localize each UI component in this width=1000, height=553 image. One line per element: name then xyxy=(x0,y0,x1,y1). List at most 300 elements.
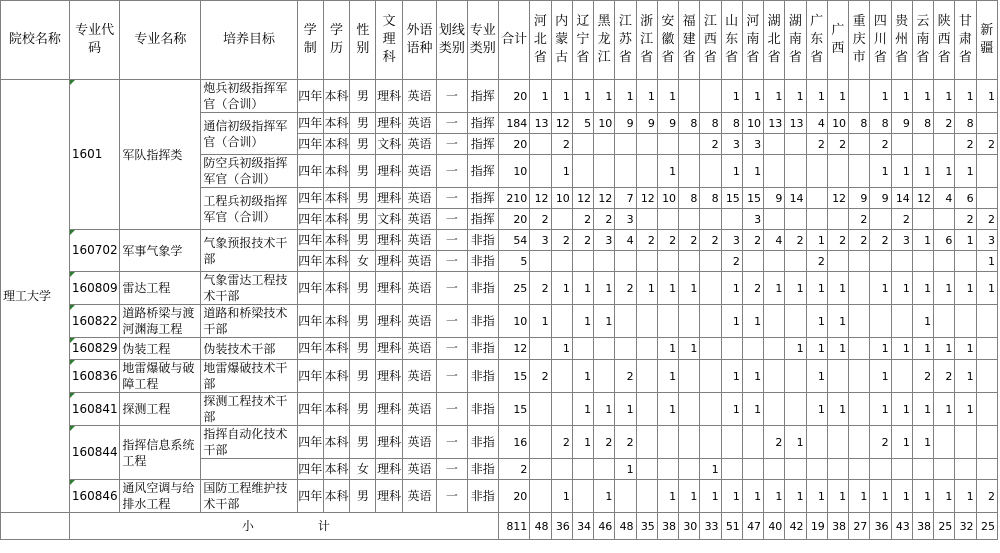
province-quota-cell: 1 xyxy=(934,155,955,188)
duration-cell: 四年 xyxy=(297,393,323,426)
province-quota-cell xyxy=(679,305,700,338)
province-quota-cell xyxy=(679,134,700,155)
track-cell: 理科 xyxy=(376,393,402,426)
province-quota-cell: 1 xyxy=(976,251,997,272)
subtotal-province-cell: 38 xyxy=(827,513,848,540)
province-quota-cell: 1 xyxy=(912,426,933,459)
province-quota-cell: 2 xyxy=(594,426,615,459)
province-quota-cell xyxy=(679,360,700,393)
province-quota-cell: 1 xyxy=(657,80,678,113)
major-code-cell: 160822 xyxy=(69,305,120,338)
major-category-cell: 非指 xyxy=(467,480,498,513)
duration-cell: 四年 xyxy=(297,155,323,188)
language-cell: 英语 xyxy=(402,209,436,230)
table-row xyxy=(1,338,998,360)
province-quota-cell: 2 xyxy=(870,230,891,251)
province-quota-cell: 9 xyxy=(615,113,636,134)
province-quota-cell: 1 xyxy=(530,80,551,113)
province-quota-cell xyxy=(976,113,997,134)
language-cell: 英语 xyxy=(402,80,436,113)
header-degree: 学历 xyxy=(323,1,349,80)
training-goal-cell: 通信初级指挥军官（合训） xyxy=(201,113,297,155)
province-quota-cell xyxy=(870,209,891,230)
school-name-cell: 理工大学 xyxy=(1,80,70,513)
province-quota-cell: 1 xyxy=(806,305,827,338)
total-cell: 210 xyxy=(498,188,529,209)
major-name-cell: 道路桥梁与渡河渊海工程 xyxy=(120,305,201,338)
province-quota-cell: 1 xyxy=(891,480,912,513)
province-quota-cell: 2 xyxy=(742,230,763,251)
province-quota-cell xyxy=(700,360,721,393)
province-quota-cell: 2 xyxy=(976,480,997,513)
total-cell: 20 xyxy=(498,134,529,155)
header-goal: 培养目标 xyxy=(201,1,297,80)
province-quota-cell: 2 xyxy=(530,209,551,230)
province-quota-cell xyxy=(806,426,827,459)
province-quota-cell: 2 xyxy=(955,134,976,155)
province-quota-cell: 1 xyxy=(806,393,827,426)
total-cell: 54 xyxy=(498,230,529,251)
province-quota-cell: 1 xyxy=(721,80,742,113)
subtotal-province-cell: 38 xyxy=(657,513,678,540)
province-quota-cell xyxy=(594,155,615,188)
province-quota-cell: 6 xyxy=(955,188,976,209)
header-province: 陕西省 xyxy=(934,1,955,80)
province-quota-cell xyxy=(700,272,721,305)
major-name-cell: 军队指挥类 xyxy=(120,80,201,230)
subtotal-label-b: 计 xyxy=(317,518,330,533)
major-category-cell: 非指 xyxy=(467,338,498,360)
track-cell: 理科 xyxy=(376,272,402,305)
province-quota-cell xyxy=(721,209,742,230)
province-quota-cell: 1 xyxy=(870,393,891,426)
line-category-cell: 一 xyxy=(437,188,467,209)
major-category-cell: 非指 xyxy=(467,251,498,272)
province-quota-cell: 2 xyxy=(827,134,848,155)
province-quota-cell: 1 xyxy=(912,80,933,113)
province-quota-cell xyxy=(849,338,870,360)
province-quota-cell: 12 xyxy=(636,188,657,209)
gender-cell: 男 xyxy=(350,80,376,113)
province-quota-cell: 1 xyxy=(806,80,827,113)
province-quota-cell: 1 xyxy=(594,480,615,513)
language-cell: 英语 xyxy=(402,426,436,459)
header-line: 划线类别 xyxy=(437,1,467,80)
province-quota-cell: 1 xyxy=(806,230,827,251)
province-quota-cell: 2 xyxy=(870,134,891,155)
province-quota-cell xyxy=(764,134,785,155)
degree-cell: 本科 xyxy=(323,113,349,134)
total-cell: 16 xyxy=(498,426,529,459)
track-cell: 理科 xyxy=(376,459,402,480)
line-category-cell: 一 xyxy=(437,360,467,393)
province-quota-cell: 1 xyxy=(785,80,806,113)
province-quota-cell xyxy=(912,134,933,155)
province-quota-cell: 9 xyxy=(764,188,785,209)
province-quota-cell xyxy=(572,251,593,272)
major-category-cell: 指挥 xyxy=(467,134,498,155)
province-quota-cell: 1 xyxy=(955,155,976,188)
degree-cell: 本科 xyxy=(323,459,349,480)
province-quota-cell: 3 xyxy=(742,209,763,230)
duration-cell: 四年 xyxy=(297,338,323,360)
major-code-cell: 1601 xyxy=(69,80,120,230)
province-quota-cell xyxy=(976,426,997,459)
total-cell: 2 xyxy=(498,459,529,480)
province-quota-cell xyxy=(870,305,891,338)
province-quota-cell: 1 xyxy=(721,360,742,393)
header-province: 重庆市 xyxy=(849,1,870,80)
table-row xyxy=(1,305,998,338)
province-quota-cell: 1 xyxy=(551,155,572,188)
subtotal-province-cell: 34 xyxy=(572,513,593,540)
province-quota-cell: 6 xyxy=(934,230,955,251)
province-quota-cell: 4 xyxy=(934,188,955,209)
province-quota-cell: 2 xyxy=(679,230,700,251)
province-quota-cell xyxy=(551,360,572,393)
language-cell: 英语 xyxy=(402,230,436,251)
track-cell: 理科 xyxy=(376,80,402,113)
gender-cell: 男 xyxy=(350,305,376,338)
degree-cell: 本科 xyxy=(323,272,349,305)
province-quota-cell xyxy=(764,393,785,426)
province-quota-cell xyxy=(572,134,593,155)
province-quota-cell: 3 xyxy=(742,134,763,155)
duration-cell: 四年 xyxy=(297,305,323,338)
province-quota-cell: 5 xyxy=(572,113,593,134)
line-category-cell: 一 xyxy=(437,426,467,459)
province-quota-cell: 2 xyxy=(742,272,763,305)
table-row xyxy=(1,272,998,305)
major-category-cell: 非指 xyxy=(467,272,498,305)
subtotal-province-cell: 36 xyxy=(870,513,891,540)
total-cell: 12 xyxy=(498,338,529,360)
province-quota-cell: 13 xyxy=(764,113,785,134)
language-cell: 英语 xyxy=(402,480,436,513)
duration-cell: 四年 xyxy=(297,188,323,209)
province-quota-cell: 2 xyxy=(764,426,785,459)
language-cell: 英语 xyxy=(402,360,436,393)
duration-cell: 四年 xyxy=(297,230,323,251)
major-category-cell: 非指 xyxy=(467,426,498,459)
duration-cell: 四年 xyxy=(297,480,323,513)
province-quota-cell: 1 xyxy=(955,480,976,513)
province-quota-cell xyxy=(806,155,827,188)
province-quota-cell: 9 xyxy=(636,113,657,134)
header-province: 河北省 xyxy=(530,1,551,80)
language-cell: 英语 xyxy=(402,251,436,272)
line-category-cell: 一 xyxy=(437,80,467,113)
gender-cell: 男 xyxy=(350,393,376,426)
province-quota-cell: 4 xyxy=(806,113,827,134)
major-category-cell: 非指 xyxy=(467,459,498,480)
province-quota-cell xyxy=(976,338,997,360)
province-quota-cell: 2 xyxy=(530,272,551,305)
province-quota-cell xyxy=(700,305,721,338)
province-quota-cell: 2 xyxy=(721,251,742,272)
header-province: 江苏省 xyxy=(615,1,636,80)
track-cell: 文科 xyxy=(376,209,402,230)
province-quota-cell xyxy=(721,426,742,459)
province-quota-cell: 3 xyxy=(615,209,636,230)
training-goal-cell: 探测工程技术干部 xyxy=(201,393,297,426)
duration-cell: 四年 xyxy=(297,272,323,305)
province-quota-cell xyxy=(700,338,721,360)
province-quota-cell: 1 xyxy=(657,155,678,188)
province-quota-cell: 2 xyxy=(955,209,976,230)
header-province: 黑龙江 xyxy=(594,1,615,80)
province-quota-cell xyxy=(934,305,955,338)
province-quota-cell xyxy=(764,251,785,272)
major-code-cell: 160846 xyxy=(69,480,120,513)
training-goal-cell: 伪装技术干部 xyxy=(201,338,297,360)
province-quota-cell xyxy=(636,251,657,272)
province-quota-cell: 1 xyxy=(870,155,891,188)
header-province: 甘肃省 xyxy=(955,1,976,80)
province-quota-cell: 1 xyxy=(551,272,572,305)
province-quota-cell xyxy=(594,251,615,272)
province-quota-cell xyxy=(615,251,636,272)
province-quota-cell: 13 xyxy=(785,113,806,134)
subtotal-province-cell: 46 xyxy=(594,513,615,540)
gender-cell: 男 xyxy=(350,155,376,188)
province-quota-cell: 1 xyxy=(657,338,678,360)
training-goal-cell: 指挥自动化技术干部 xyxy=(201,426,297,459)
province-quota-cell: 1 xyxy=(785,338,806,360)
province-quota-cell: 1 xyxy=(912,393,933,426)
province-quota-cell: 1 xyxy=(721,393,742,426)
subtotal-province-cell: 19 xyxy=(806,513,827,540)
header-track: 文理科 xyxy=(376,1,402,80)
major-category-cell: 非指 xyxy=(467,305,498,338)
province-quota-cell: 2 xyxy=(976,209,997,230)
province-quota-cell xyxy=(679,209,700,230)
total-cell: 15 xyxy=(498,393,529,426)
track-cell: 理科 xyxy=(376,188,402,209)
province-quota-cell xyxy=(764,338,785,360)
province-quota-cell xyxy=(679,251,700,272)
province-quota-cell xyxy=(870,459,891,480)
province-quota-cell: 1 xyxy=(827,480,848,513)
major-name-cell: 探测工程 xyxy=(120,393,201,426)
gender-cell: 男 xyxy=(350,209,376,230)
province-quota-cell xyxy=(912,459,933,480)
province-quota-cell: 2 xyxy=(636,230,657,251)
province-quota-cell xyxy=(636,393,657,426)
province-quota-cell: 1 xyxy=(636,80,657,113)
province-quota-cell: 1 xyxy=(742,80,763,113)
province-quota-cell: 2 xyxy=(870,426,891,459)
degree-cell: 本科 xyxy=(323,188,349,209)
degree-cell: 本科 xyxy=(323,393,349,426)
province-quota-cell xyxy=(530,251,551,272)
duration-cell: 四年 xyxy=(297,251,323,272)
training-goal-cell: 工程兵初级指挥军官（合训） xyxy=(201,188,297,230)
province-quota-cell: 1 xyxy=(742,480,763,513)
track-cell: 文科 xyxy=(376,134,402,155)
province-quota-cell: 1 xyxy=(742,305,763,338)
province-quota-cell xyxy=(551,305,572,338)
duration-cell: 四年 xyxy=(297,360,323,393)
total-cell: 5 xyxy=(498,251,529,272)
subtotal-province-cell: 43 xyxy=(891,513,912,540)
line-category-cell: 一 xyxy=(437,459,467,480)
province-quota-cell: 12 xyxy=(827,188,848,209)
province-quota-cell: 10 xyxy=(657,188,678,209)
province-quota-cell xyxy=(891,305,912,338)
header-row xyxy=(1,1,998,80)
province-quota-cell: 1 xyxy=(764,80,785,113)
province-quota-cell xyxy=(700,80,721,113)
province-quota-cell xyxy=(742,426,763,459)
province-quota-cell: 3 xyxy=(976,230,997,251)
subtotal-province-cell: 25 xyxy=(934,513,955,540)
gender-cell: 男 xyxy=(350,188,376,209)
province-quota-cell: 2 xyxy=(934,113,955,134)
gender-cell: 男 xyxy=(350,360,376,393)
province-quota-cell xyxy=(976,188,997,209)
province-quota-cell: 12 xyxy=(551,113,572,134)
province-quota-cell xyxy=(849,426,870,459)
province-quota-cell xyxy=(530,338,551,360)
language-cell: 英语 xyxy=(402,155,436,188)
province-quota-cell xyxy=(934,251,955,272)
province-quota-cell: 1 xyxy=(912,155,933,188)
total-cell: 20 xyxy=(498,209,529,230)
province-quota-cell: 1 xyxy=(785,272,806,305)
major-code-cell: 160702 xyxy=(69,230,120,272)
province-quota-cell xyxy=(657,459,678,480)
province-quota-cell xyxy=(530,459,551,480)
province-quota-cell: 1 xyxy=(530,305,551,338)
province-quota-cell xyxy=(615,338,636,360)
province-quota-cell: 1 xyxy=(594,272,615,305)
degree-cell: 本科 xyxy=(323,338,349,360)
province-quota-cell: 9 xyxy=(849,188,870,209)
province-quota-cell: 2 xyxy=(551,426,572,459)
province-quota-cell xyxy=(615,155,636,188)
province-quota-cell: 1 xyxy=(615,393,636,426)
province-quota-cell xyxy=(551,209,572,230)
line-category-cell: 一 xyxy=(437,251,467,272)
province-quota-cell xyxy=(934,459,955,480)
province-quota-cell xyxy=(657,209,678,230)
subtotal-province-cell: 48 xyxy=(615,513,636,540)
province-quota-cell: 1 xyxy=(976,272,997,305)
province-quota-cell xyxy=(594,338,615,360)
province-quota-cell: 1 xyxy=(657,272,678,305)
province-quota-cell: 1 xyxy=(572,393,593,426)
province-quota-cell: 1 xyxy=(827,393,848,426)
province-quota-cell: 1 xyxy=(955,393,976,426)
province-quota-cell: 2 xyxy=(530,360,551,393)
province-quota-cell xyxy=(785,360,806,393)
subtotal-province-cell: 32 xyxy=(955,513,976,540)
province-quota-cell: 1 xyxy=(721,272,742,305)
province-quota-cell: 1 xyxy=(955,272,976,305)
province-quota-cell: 2 xyxy=(849,230,870,251)
header-province: 山东省 xyxy=(721,1,742,80)
province-quota-cell xyxy=(551,459,572,480)
province-quota-cell xyxy=(530,134,551,155)
province-quota-cell xyxy=(934,134,955,155)
province-quota-cell: 1 xyxy=(764,272,785,305)
province-quota-cell: 1 xyxy=(721,155,742,188)
major-name-cell: 雷达工程 xyxy=(120,272,201,305)
province-quota-cell: 1 xyxy=(955,360,976,393)
track-cell: 理科 xyxy=(376,480,402,513)
major-category-cell: 指挥 xyxy=(467,113,498,134)
training-goal-cell: 气象雷达工程技术干部 xyxy=(201,272,297,305)
gender-cell: 女 xyxy=(350,459,376,480)
track-cell: 理科 xyxy=(376,305,402,338)
subtotal-province-cell: 42 xyxy=(785,513,806,540)
province-quota-cell: 8 xyxy=(700,188,721,209)
province-quota-cell: 1 xyxy=(594,393,615,426)
province-quota-cell: 8 xyxy=(955,113,976,134)
total-cell: 25 xyxy=(498,272,529,305)
header-category: 专业类别 xyxy=(467,1,498,80)
province-quota-cell: 9 xyxy=(657,113,678,134)
province-quota-cell xyxy=(891,251,912,272)
province-quota-cell: 1 xyxy=(912,338,933,360)
province-quota-cell: 1 xyxy=(679,338,700,360)
province-quota-cell xyxy=(721,459,742,480)
line-category-cell: 一 xyxy=(437,305,467,338)
province-quota-cell: 12 xyxy=(572,188,593,209)
province-quota-cell xyxy=(827,209,848,230)
province-quota-cell: 1 xyxy=(679,480,700,513)
province-quota-cell: 15 xyxy=(721,188,742,209)
total-cell: 10 xyxy=(498,305,529,338)
province-quota-cell xyxy=(657,426,678,459)
header-province: 安徽省 xyxy=(657,1,678,80)
track-cell: 理科 xyxy=(376,426,402,459)
province-quota-cell: 1 xyxy=(700,480,721,513)
province-quota-cell xyxy=(742,459,763,480)
province-quota-cell xyxy=(594,134,615,155)
province-quota-cell: 4 xyxy=(764,230,785,251)
header-province: 内蒙古 xyxy=(551,1,572,80)
province-quota-cell xyxy=(530,426,551,459)
language-cell: 英语 xyxy=(402,272,436,305)
gender-cell: 男 xyxy=(350,134,376,155)
duration-cell: 四年 xyxy=(297,80,323,113)
province-quota-cell xyxy=(955,426,976,459)
province-quota-cell: 1 xyxy=(657,393,678,426)
province-quota-cell: 10 xyxy=(827,113,848,134)
major-code-cell: 160844 xyxy=(69,426,120,480)
training-goal-cell xyxy=(201,459,297,480)
header-province: 福建省 xyxy=(679,1,700,80)
province-quota-cell: 10 xyxy=(742,113,763,134)
province-quota-cell xyxy=(849,459,870,480)
province-quota-cell: 1 xyxy=(742,155,763,188)
province-quota-cell: 8 xyxy=(870,113,891,134)
degree-cell: 本科 xyxy=(323,305,349,338)
subtotal-blank-cell xyxy=(1,513,70,540)
total-cell: 10 xyxy=(498,155,529,188)
province-quota-cell: 1 xyxy=(934,338,955,360)
province-quota-cell xyxy=(615,134,636,155)
subtotal-label-a: 小 xyxy=(241,518,254,533)
province-quota-cell: 1 xyxy=(764,480,785,513)
header-code: 专业代码 xyxy=(69,1,120,80)
province-quota-cell xyxy=(700,426,721,459)
major-code-cell: 160836 xyxy=(69,360,120,393)
province-quota-cell: 15 xyxy=(742,188,763,209)
province-quota-cell: 1 xyxy=(891,426,912,459)
